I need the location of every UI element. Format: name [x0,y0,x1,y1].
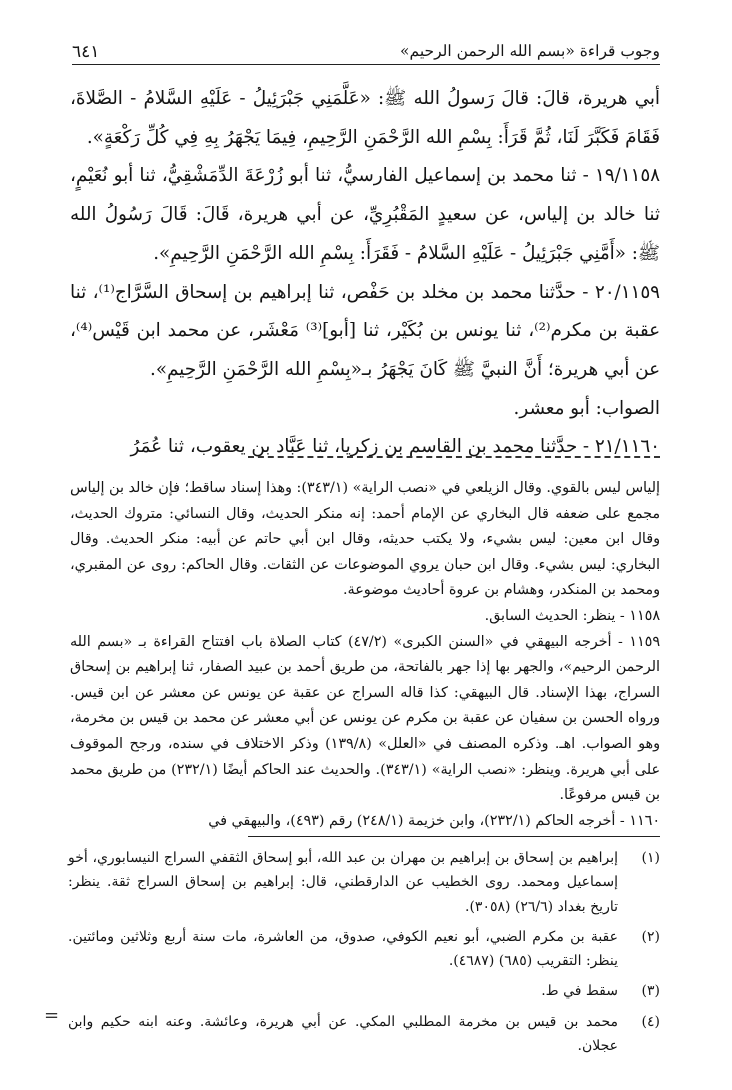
correction-note: الصواب: أبو معشر. [513,397,660,419]
footnotes [68,846,660,1064]
footnote [68,1010,660,1059]
commentary-paragraph: ١١٥٨ - ينظر: الحديث السابق. [484,607,660,624]
footnote-text: عقبة بن مكرم الضبي، أبو نعيم الكوفي، صدوق، من العاشرة، مات سنة أربع وثلاثين ومائتين. ينظر: التقريب (٦٨٥) (٤٦٨٧). [68,928,618,970]
dashed-separator [248,456,660,458]
footnote-text: سقط في ط. [541,983,618,1000]
footnote-rule [248,836,660,837]
footnote [68,925,660,974]
footnote-number: (٣) [641,983,660,1000]
commentary-paragraph: ١١٦٠ - أخرجه الحاكم (٢٣٢/١)، وابن خزيمة (٢٤٨/١) رقم (٤٩٣)، والبيهقي في [208,812,660,829]
footnote-text: محمد بن قيس بن مخرمة المطلبي المكي. عن أبي هريرة، وعائشة. وعنه ابنه حكيم وابن عجلان. [68,1013,618,1055]
footnote [68,846,660,919]
footnote-text: إبراهيم بن إسحاق بن إبراهيم بن مهران بن عبد الله، أبو إسحاق الثقفي السراج النيسابوري، أخو إسماعيل ومحمد. روى الخطيب عن الدارقطني، قال: إبراهيم بن إسحاق السراج ثقة. ينظر: تاريخ بغداد (٢٦/٦) (٣٠٥٨). [68,850,618,915]
commentary-paragraph: إلياس ليس بالقوي. وقال الزيلعي في «نصب الراية» (٣٤٣/١): وهذا إسناد ساقط؛ فإن خالد بن إلياس مجمع على ضعفه قال البخاري عن الإمام أحمد: إنه منكر الحديث، وقال النسائي: متروك الحديث، وقال ابن معين: ليس بشيء، ولا يكتب حديثه، وقال ابن أبي حاتم عن أبيه: منكر الحديث. وقال البخاري: ليس بشيء. وقال ابن حبان يروي الموضوعات عن الثقات. وقال الحاكم: روى عن المقبري، ومحمد بن المنكدر، وهشام بن عروة أحاديث موضوعة. [70,480,660,599]
page-number: ٦٤١ [72,42,100,62]
hadith-continuation: أبي هريرة، قالَ: قالَ رَسولُ الله ﷺ: «عَلَّمَنِي جَبْرَئِيلُ - عَلَيْهِ السَّلامُ - الصَّلاةَ، فَقَامَ فَكَبَّرَ لَنَا، ثُمَّ قَرَأَ: بِسْمِ الله الرَّحْمَنِ الرَّحِيمِ، فِيمَا يَجْهَرُ بِهِ فِي كُلِّ رَكْعَةٍ». [70,88,660,148]
footnote-number: (٤) [641,1013,660,1030]
footnote [68,979,660,1003]
running-title: وجوب قراءة «بسم الله الرحمن الرحيم» [400,42,660,60]
hadith-1158: ١٩/١١٥٨ - ثنا محمد بن إسماعيل الفارسيُّ، ثنا أبو زُرْعَةَ الدِّمَشْقِيُّ، ثنا أبو نُعَيْمٍ، ثنا خالد بن إلياس، عن سعيدٍ المَقْبُرِيِّ، عن أبي هريرة، قَالَ: قَالَ رَسُولُ الله ﷺ: «أَمَّنِي جَبْرَئِيلُ - عَلَيْهِ السَّلامُ - فَقَرَأَ: بِسْمِ الله الرَّحْمَنِ الرَّحِيمِ». [70,165,660,264]
footnote-number: (١) [641,850,660,866]
hadith-1160: ٢١/١١٦٠ - حدَّثنا محمد بن القاسم بن زكريا، ثنا عَبَّاد بن يعقوب، ثنا عُمَرُ [130,436,660,458]
commentary-paragraph: ١١٥٩ - أخرجه البيهقي في «السنن الكبرى» (٤٧/٢) كتاب الصلاة باب افتتاح القراءة بـ «بسم الله الرحمن الرحيم»، والجهر بها إذا جهر بالفاتحة، من طريق أحمد بن عبيد الصفار، ثنا إبراهيم بن إسحاق السراج، بهذا الإسناد. قال البيهقي: كذا قاله السراج عن عقبة عن يونس عن معشر عن ابن قيس. ورواه الحسن بن سفيان عن عقبة بن مكرم عن يونس عن أبي معشر عن محمد بن قيس بن مخرمة، وهو الصواب. اهـ. وذكره المصنف في «العلل» (١٣٩/٨) وذكر الاختلاف في سنده، ورجح الموقوف على أبي هريرة. وينظر: «نصب الراية» (٣٤٣/١). والحديث عند الحاكم أيضًا (٢٣٢/١) من طريق محمد بن قيس مرفوعًا. [70,633,660,804]
footnote-number: (٢) [641,928,660,945]
commentary [70,476,660,834]
hadith-1159: ٢٠/١١٥٩ - حدَّثنا محمد بن مخلد بن حَفْص، ثنا إبراهيم بن إسحاق السَّرَّاج⁽¹⁾، ثنا عقبة بن مكرم⁽²⁾، ثنا يونس بن بُكَيْر، ثنا [أبو]⁽³⁾ مَعْشَر، عن محمد ابن قَيْس⁽⁴⁾، عن أبي هريرة؛ أَنَّ النبيَّ ﷺ كَانَ يَجْهَرُ بـ«بِسْمِ الله الرَّحْمَنِ الرَّحِيمِ». [70,281,661,380]
header-rule [72,64,660,65]
margin-mark: = [44,1005,60,1026]
main-text [70,80,660,467]
